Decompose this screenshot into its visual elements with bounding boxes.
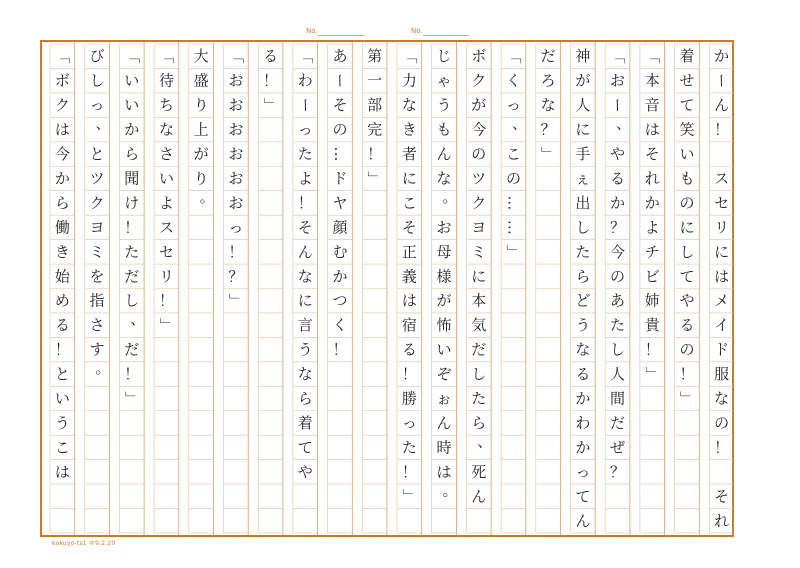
manuscript-char: ぉ xyxy=(436,389,452,408)
manuscript-char: 大 xyxy=(193,47,209,66)
manuscript-char: 出 xyxy=(575,193,591,212)
manuscript-char: お xyxy=(228,96,244,115)
manuscript-char: よ xyxy=(158,193,174,212)
manuscript-char: 今 xyxy=(54,145,70,164)
manuscript-char: ぞ xyxy=(436,365,452,384)
manuscript-char: っ xyxy=(89,96,105,115)
manuscript-char: ？ xyxy=(540,120,556,139)
manuscript-char: た xyxy=(471,389,487,408)
manuscript-char: う xyxy=(575,316,591,335)
manuscript-char: 服 xyxy=(714,365,730,384)
manuscript-char: が xyxy=(575,71,591,90)
manuscript-char: ！ xyxy=(644,340,660,359)
manuscript-char: た xyxy=(575,242,591,261)
manuscript-char: だ xyxy=(471,340,487,359)
manuscript-char: の xyxy=(679,193,695,212)
manuscript-char: っ xyxy=(401,413,417,432)
manuscript-char: ド xyxy=(714,340,730,359)
manuscript-char: 指 xyxy=(89,291,105,310)
manuscript-char: な xyxy=(297,365,313,384)
manuscript-char: ！ xyxy=(297,193,313,212)
manuscript-char: 」 xyxy=(400,488,419,504)
manuscript-char: 、 xyxy=(95,114,111,133)
manuscript-char: リ xyxy=(158,267,174,286)
manuscript-char: ら xyxy=(575,267,591,286)
manuscript-char: 。 xyxy=(95,359,111,378)
manuscript-char: 盛 xyxy=(193,71,209,90)
manuscript-char: は xyxy=(54,462,70,481)
manuscript-char: … xyxy=(504,195,523,211)
manuscript-char: か xyxy=(644,193,660,212)
manuscript-char: ツ xyxy=(471,169,487,188)
manuscript-char: だ xyxy=(610,413,626,432)
manuscript-char: 姉 xyxy=(644,291,660,310)
manuscript-char: 「 xyxy=(122,48,141,64)
manuscript-char: チ xyxy=(644,242,660,261)
manuscript-char: し xyxy=(124,291,140,310)
number-label-1: No. xyxy=(306,27,318,35)
manuscript-char: て xyxy=(297,438,313,457)
manuscript-char: 着 xyxy=(297,413,313,432)
manuscript-char: や xyxy=(679,291,695,310)
manuscript-char: あ xyxy=(610,291,626,310)
manuscript-char: お xyxy=(228,193,244,212)
manuscript-char: 力 xyxy=(401,71,417,90)
manuscript-char: 貴 xyxy=(644,316,660,335)
manuscript-char: れ xyxy=(714,511,730,530)
manuscript-char: 」 xyxy=(365,170,384,186)
manuscript-char: 、 xyxy=(477,432,493,451)
number-label-2: No. xyxy=(411,27,423,35)
manuscript-char: ん xyxy=(714,96,730,115)
manuscript-char: ツ xyxy=(89,169,105,188)
manuscript-char: お xyxy=(228,145,244,164)
manuscript-char: 義 xyxy=(401,267,417,286)
manuscript-char: て xyxy=(679,267,695,286)
manuscript-char: な xyxy=(436,169,452,188)
manuscript-char: に xyxy=(679,218,695,237)
manuscript-char: れ xyxy=(644,169,660,188)
manuscript-char: ビ xyxy=(644,267,660,286)
manuscript-char: だ xyxy=(124,340,140,359)
manuscript-char: い xyxy=(124,71,140,90)
manuscript-char: う xyxy=(436,96,452,115)
manuscript-char: ！ xyxy=(401,462,417,481)
manuscript-char: っ xyxy=(297,120,313,139)
manuscript-char: た xyxy=(124,242,140,261)
manuscript-char: ド xyxy=(332,169,348,188)
manuscript-char: し xyxy=(89,71,105,90)
manuscript-char: ん xyxy=(297,242,313,261)
manuscript-char: 人 xyxy=(575,96,591,115)
manuscript-char: け xyxy=(124,193,140,212)
manuscript-char: こ xyxy=(401,193,417,212)
manuscript-char: ら xyxy=(297,389,313,408)
manuscript-char: そ xyxy=(332,96,348,115)
manuscript-char: に xyxy=(471,267,487,286)
manuscript-char: 間 xyxy=(610,389,626,408)
manuscript-char: ！ xyxy=(714,438,730,457)
manuscript-char: ！ xyxy=(228,242,244,261)
manuscript-char: ク xyxy=(89,193,105,212)
manuscript-char: な xyxy=(540,96,556,115)
manuscript-char: た xyxy=(610,316,626,335)
manuscript-char: 本 xyxy=(644,71,660,90)
manuscript-char: セ xyxy=(714,193,730,212)
manuscript-char: と xyxy=(54,365,70,384)
manuscript-char: 笑 xyxy=(679,120,695,139)
manuscript-char: 部 xyxy=(367,96,383,115)
manuscript-char: 、 xyxy=(511,114,527,133)
manuscript-char: 、 xyxy=(130,310,146,329)
manuscript-char: の xyxy=(610,267,626,286)
manuscript-char: も xyxy=(436,120,452,139)
manuscript-char: ぜ xyxy=(610,438,626,457)
manuscript-char: わ xyxy=(575,413,591,432)
manuscript-char: 。 xyxy=(442,481,458,500)
manuscript-char: に xyxy=(714,242,730,261)
manuscript-char: う xyxy=(297,340,313,359)
manuscript-char: ん xyxy=(575,511,591,530)
manuscript-char: そ xyxy=(714,487,730,506)
manuscript-char: ら xyxy=(124,145,140,164)
manuscript-char: ち xyxy=(158,96,174,115)
manuscript-char: ら xyxy=(471,413,487,432)
manuscript-char: ゃ xyxy=(436,71,452,90)
manuscript-char: の xyxy=(471,145,487,164)
manuscript-char: 」 xyxy=(122,391,141,407)
manuscript-char: 」 xyxy=(643,366,662,382)
manuscript-char: 」 xyxy=(226,293,245,309)
manuscript-char: ？ xyxy=(228,267,244,286)
manuscript-char: た xyxy=(297,145,313,164)
manuscript-char: そ xyxy=(401,218,417,237)
manuscript-char: い xyxy=(436,340,452,359)
manuscript-char: ！ xyxy=(263,71,279,90)
manuscript-char: め xyxy=(54,291,70,310)
manuscript-char: ヨ xyxy=(89,218,105,237)
manuscript-char: や xyxy=(297,462,313,481)
manuscript-char: も xyxy=(679,169,695,188)
manuscript-char: く xyxy=(332,316,348,335)
manuscript-char: か xyxy=(124,120,140,139)
manuscript-char: り xyxy=(193,96,209,115)
manuscript-char: っ xyxy=(575,462,591,481)
manuscript-char: か xyxy=(575,438,591,457)
manuscript-char: し xyxy=(575,218,591,237)
manuscript-char: る xyxy=(575,365,591,384)
manuscript-char: ！ xyxy=(158,291,174,310)
manuscript-char: は xyxy=(436,462,452,481)
manuscript-char: ！ xyxy=(679,365,695,384)
manuscript-char: ー xyxy=(330,73,349,89)
sheet-footer-code: kokuyo-ts1 ゆ9.2.20 xyxy=(52,540,116,547)
manuscript-char: は xyxy=(644,120,660,139)
manuscript-char: ミ xyxy=(89,242,105,261)
manuscript-char: 」 xyxy=(539,146,558,162)
manuscript-char: ！ xyxy=(332,340,348,359)
manuscript-char: る xyxy=(610,169,626,188)
manuscript-char: 」 xyxy=(677,391,696,407)
manuscript-char: 働 xyxy=(54,218,70,237)
manuscript-char: ヨ xyxy=(471,218,487,237)
manuscript-char: 人 xyxy=(610,365,626,384)
manuscript-char: ス xyxy=(158,218,174,237)
manuscript-char: 待 xyxy=(158,71,174,90)
manuscript-char: 言 xyxy=(297,316,313,335)
number-line-1 xyxy=(318,35,364,36)
manuscript-char: し xyxy=(610,340,626,359)
manuscript-char: ー xyxy=(608,97,627,113)
manuscript-char: が xyxy=(193,145,209,164)
manuscript-char: な xyxy=(575,340,591,359)
manuscript-char: い xyxy=(158,169,174,188)
manuscript-char: ボ xyxy=(54,71,70,90)
manuscript-char: ク xyxy=(471,71,487,90)
manuscript-char: そ xyxy=(644,145,660,164)
manuscript-char: 正 xyxy=(401,242,417,261)
manuscript-char: ！ xyxy=(367,145,383,164)
manuscript-char: … xyxy=(330,146,349,162)
manuscript-char: な xyxy=(714,389,730,408)
manuscript-char: ！ xyxy=(54,340,70,359)
manuscript-char: る xyxy=(263,47,279,66)
manuscript-char: が xyxy=(471,96,487,115)
manuscript-char: 「 xyxy=(608,48,627,64)
manuscript-char: る xyxy=(679,316,695,335)
manuscript-char: 今 xyxy=(610,242,626,261)
manuscript-char: ん xyxy=(436,145,452,164)
number-line-2 xyxy=(423,35,469,36)
manuscript-char: ボ xyxy=(471,47,487,66)
manuscript-char: 勝 xyxy=(401,389,417,408)
manuscript-char: 「 xyxy=(157,48,176,64)
manuscript-char: そ xyxy=(297,218,313,237)
manuscript-char: 顔 xyxy=(332,218,348,237)
manuscript-char: 聞 xyxy=(124,169,140,188)
manuscript-char: ？ xyxy=(610,218,626,237)
manuscript-char: か xyxy=(54,169,70,188)
manuscript-char: か xyxy=(714,47,730,66)
manuscript-char: い xyxy=(124,96,140,115)
manuscript-char: る xyxy=(54,316,70,335)
manuscript-char: こ xyxy=(505,145,521,164)
manuscript-char: じ xyxy=(436,47,452,66)
manuscript-char: 「 xyxy=(643,48,662,64)
manuscript-char: ど xyxy=(575,291,591,310)
manuscript-char: 時 xyxy=(436,438,452,457)
manuscript-char: 「 xyxy=(400,48,419,64)
manuscript-char: ぇ xyxy=(575,169,591,188)
manuscript-char: に xyxy=(575,120,591,139)
manuscript-char: 母 xyxy=(436,242,452,261)
manuscript-char: セ xyxy=(158,242,174,261)
manuscript-char: 宿 xyxy=(401,316,417,335)
manuscript-char: 。 xyxy=(442,187,458,206)
manuscript-char: よ xyxy=(297,169,313,188)
manuscript-char: っ xyxy=(228,218,244,237)
manuscript-char: 神 xyxy=(575,47,591,66)
manuscript-char: 始 xyxy=(54,267,70,286)
manuscript-char: の xyxy=(714,413,730,432)
manuscript-char: さ xyxy=(89,316,105,335)
manuscript-char: ー xyxy=(296,97,315,113)
manuscript-char: 本 xyxy=(471,291,487,310)
manuscript-char: お xyxy=(436,218,452,237)
manuscript-char: … xyxy=(504,219,523,235)
manuscript-char: ミ xyxy=(471,242,487,261)
manuscript-char: 死 xyxy=(471,462,487,481)
manuscript-char: き xyxy=(54,242,70,261)
manuscript-char: 様 xyxy=(436,267,452,286)
manuscript-char: に xyxy=(297,291,313,310)
manuscript-char: イ xyxy=(714,316,730,335)
manuscript-char: は xyxy=(714,267,730,286)
manuscript-char: だ xyxy=(124,267,140,286)
manuscript-char: ！ xyxy=(124,218,140,237)
manuscript-char: む xyxy=(332,242,348,261)
manuscript-char: 一 xyxy=(367,71,383,90)
manuscript-char: 。 xyxy=(199,187,215,206)
genkou-manuscript-grid xyxy=(40,40,734,537)
manuscript-char: や xyxy=(610,145,626,164)
manuscript-char: な xyxy=(401,96,417,115)
manuscript-char: り xyxy=(193,169,209,188)
manuscript-char: よ xyxy=(644,218,660,237)
manuscript-char: か xyxy=(610,193,626,212)
manuscript-char: 着 xyxy=(679,47,695,66)
manuscript-char: ろ xyxy=(540,71,556,90)
manuscript-char: 、 xyxy=(616,114,632,133)
manuscript-char: ら xyxy=(54,193,70,212)
manuscript-char: い xyxy=(679,145,695,164)
manuscript-char: 「 xyxy=(226,48,245,64)
manuscript-char: せ xyxy=(679,71,695,90)
manuscript-char: て xyxy=(575,487,591,506)
manuscript-char: 「 xyxy=(296,48,315,64)
manuscript-char: ！ xyxy=(124,365,140,384)
manuscript-char: の xyxy=(505,169,521,188)
manuscript-char: ク xyxy=(471,193,487,212)
manuscript-char: す xyxy=(89,340,105,359)
manuscript-char: 手 xyxy=(575,145,591,164)
manuscript-char: 音 xyxy=(644,96,660,115)
manuscript-char: だ xyxy=(540,47,556,66)
manuscript-char: リ xyxy=(714,218,730,237)
manuscript-char: お xyxy=(228,71,244,90)
manuscript-char: 者 xyxy=(401,145,417,164)
manuscript-char: ？ xyxy=(610,462,626,481)
manuscript-char: の xyxy=(332,120,348,139)
manuscript-char: お xyxy=(228,120,244,139)
manuscript-char: る xyxy=(401,340,417,359)
manuscript-char: し xyxy=(679,242,695,261)
manuscript-char: 完 xyxy=(367,120,383,139)
manuscript-char: と xyxy=(89,145,105,164)
manuscript-char: さ xyxy=(158,145,174,164)
manuscript-char: 「 xyxy=(53,48,72,64)
manuscript-char: く xyxy=(505,71,521,90)
manuscript-char: て xyxy=(679,96,695,115)
manuscript-char: う xyxy=(54,413,70,432)
manuscript-char: が xyxy=(436,291,452,310)
manuscript-char: 」 xyxy=(504,244,523,260)
manuscript-char: か xyxy=(575,389,591,408)
manuscript-char: 「 xyxy=(504,48,523,64)
manuscript-char: し xyxy=(471,365,487,384)
manuscript-char: ！ xyxy=(714,120,730,139)
manuscript-char: 気 xyxy=(471,316,487,335)
sheet-header xyxy=(0,0,800,40)
manuscript-char: 第 xyxy=(367,47,383,66)
manuscript-char: 」 xyxy=(157,317,176,333)
manuscript-char: お xyxy=(610,71,626,90)
manuscript-char: ヤ xyxy=(332,193,348,212)
manuscript-char: か xyxy=(332,267,348,286)
manuscript-char: き xyxy=(401,120,417,139)
manuscript-char: な xyxy=(158,120,174,139)
manuscript-char: ク xyxy=(54,96,70,115)
manuscript-char: い xyxy=(54,389,70,408)
manuscript-char: あ xyxy=(332,47,348,66)
manuscript-char: ん xyxy=(471,487,487,506)
manuscript-char: の xyxy=(679,340,695,359)
manuscript-char: に xyxy=(401,169,417,188)
manuscript-char: ！ xyxy=(401,365,417,384)
manuscript-char: お xyxy=(228,169,244,188)
manuscript-char: ー xyxy=(712,73,731,89)
manuscript-char: 上 xyxy=(193,120,209,139)
manuscript-char: た xyxy=(401,438,417,457)
manuscript-char: を xyxy=(89,267,105,286)
manuscript-char: び xyxy=(89,47,105,66)
manuscript-char: 今 xyxy=(471,120,487,139)
manuscript-char: こ xyxy=(54,438,70,457)
manuscript-char: メ xyxy=(714,291,730,310)
manuscript-char: は xyxy=(401,291,417,310)
manuscript-char: は xyxy=(54,120,70,139)
manuscript-char: わ xyxy=(297,71,313,90)
manuscript-char: な xyxy=(297,267,313,286)
manuscript-char: っ xyxy=(505,96,521,115)
manuscript-char: 怖 xyxy=(436,316,452,335)
manuscript-char: 」 xyxy=(261,97,280,113)
manuscript-char: ん xyxy=(436,413,452,432)
manuscript-char: ス xyxy=(714,169,730,188)
manuscript-char: つ xyxy=(332,291,348,310)
